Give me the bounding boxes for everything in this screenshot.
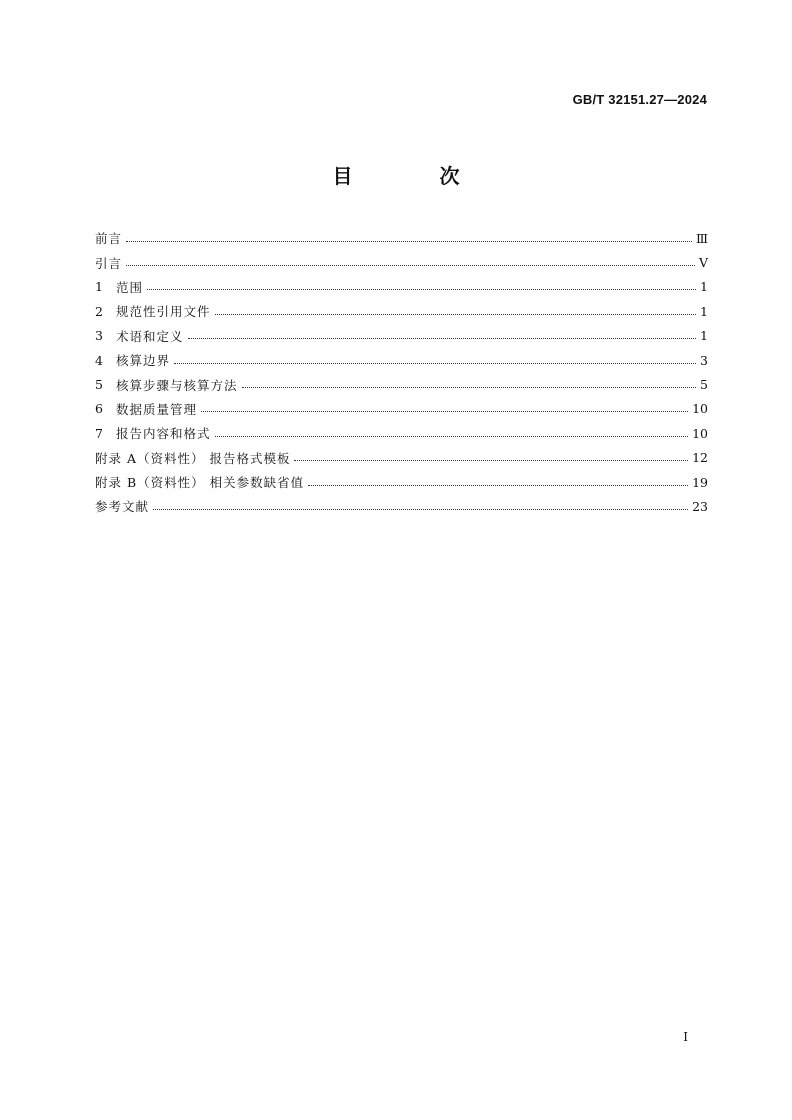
toc-entry-terms-definitions[interactable] xyxy=(95,324,708,348)
toc-entry-label: 报告内容和格式 xyxy=(116,426,211,442)
toc-entry-page: 23 xyxy=(692,498,708,514)
toc-entry-label: 术语和定义 xyxy=(116,328,184,344)
toc-leader-dots xyxy=(294,460,688,461)
toc-entry-label: 数据质量管理 xyxy=(116,401,198,417)
toc-entry-number: 4 xyxy=(95,352,103,368)
toc-entry-page: 1 xyxy=(700,328,708,344)
toc-entry-introduction[interactable] xyxy=(95,250,708,274)
toc-leader-dots xyxy=(242,387,696,388)
toc-entry-accounting-steps[interactable] xyxy=(95,372,708,396)
toc-leader-dots xyxy=(126,241,692,242)
toc-entry-label: 附录 A（资料性） 报告格式模板 xyxy=(95,450,291,466)
toc-leader-dots xyxy=(153,509,688,510)
toc-entry-page: 10 xyxy=(692,401,708,417)
toc-entry-label: 范围 xyxy=(116,279,144,295)
toc-leader-dots xyxy=(215,314,696,315)
toc-leader-dots xyxy=(215,436,689,437)
toc-entry-data-quality[interactable] xyxy=(95,397,708,421)
toc-entry-label: 前言 xyxy=(95,231,123,247)
toc-leader-dots xyxy=(174,363,696,364)
toc-entry-number: 7 xyxy=(95,425,103,441)
toc-entry-number: 6 xyxy=(95,401,103,417)
toc-leader-dots xyxy=(188,338,696,339)
toc-entry-page: 10 xyxy=(692,425,708,441)
toc-entry-page: 19 xyxy=(692,474,708,490)
toc-entry-page: 1 xyxy=(700,303,708,319)
toc-entry-annex-a[interactable] xyxy=(95,446,708,470)
toc-entry-page: Ⅴ xyxy=(698,255,708,271)
toc-entry-label: 引言 xyxy=(95,255,123,271)
toc-entry-number: 1 xyxy=(95,279,103,295)
table-of-contents xyxy=(95,226,708,519)
toc-entry-label: 参考文献 xyxy=(95,499,150,515)
toc-leader-dots xyxy=(308,485,688,486)
toc-entry-label: 附录 B（资料性） 相关参数缺省值 xyxy=(95,475,305,491)
standard-code: GB/T 32151.27—2024 xyxy=(572,92,707,107)
toc-leader-dots xyxy=(201,411,688,412)
toc-entry-report-format[interactable] xyxy=(95,421,708,445)
toc-leader-dots xyxy=(147,289,696,290)
toc-entry-number: 3 xyxy=(95,328,103,344)
page-number: I xyxy=(683,1030,688,1044)
toc-title: 目 次 xyxy=(332,164,500,188)
toc-entry-number: 5 xyxy=(95,377,103,393)
toc-entry-page: 1 xyxy=(700,279,708,295)
toc-entry-page: 3 xyxy=(700,352,708,368)
toc-entry-foreword[interactable] xyxy=(95,226,708,250)
toc-entry-number: 2 xyxy=(95,303,103,319)
toc-entry-label: 核算步骤与核算方法 xyxy=(116,377,238,393)
toc-entry-page: 12 xyxy=(692,450,708,466)
toc-entry-label: 核算边界 xyxy=(116,353,171,369)
toc-entry-normative-references[interactable] xyxy=(95,299,708,323)
toc-entry-bibliography[interactable] xyxy=(95,494,708,518)
toc-entry-annex-b[interactable] xyxy=(95,470,708,494)
toc-entry-label: 规范性引用文件 xyxy=(116,304,211,320)
toc-entry-page: Ⅲ xyxy=(695,230,708,246)
toc-entry-scope[interactable] xyxy=(95,275,708,299)
toc-entry-page: 5 xyxy=(700,377,708,393)
toc-leader-dots xyxy=(126,265,695,266)
toc-entry-accounting-boundary[interactable] xyxy=(95,348,708,372)
